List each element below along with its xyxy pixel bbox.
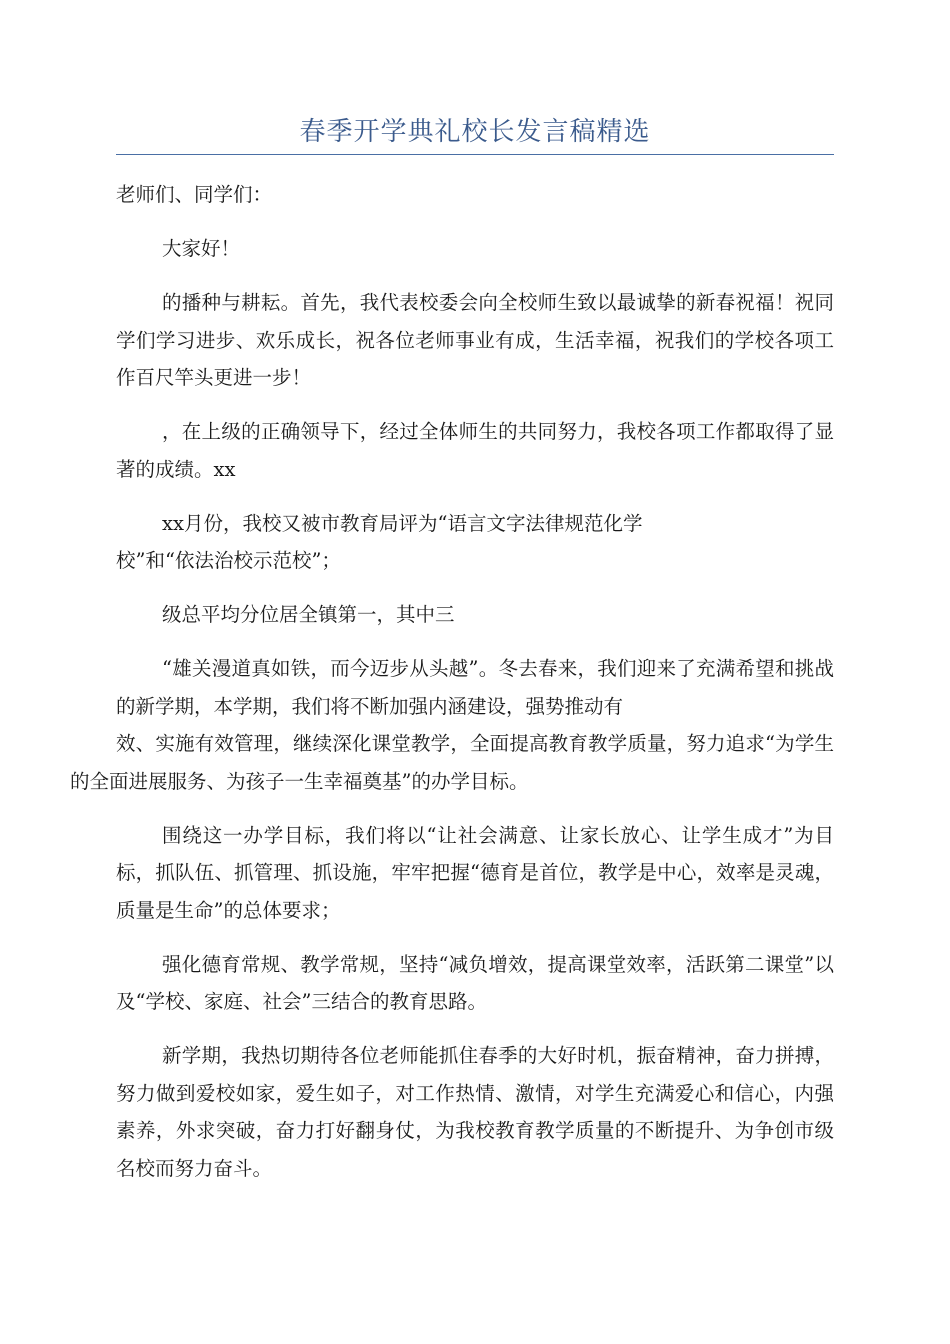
paragraph-greeting: 大家好！ <box>162 237 241 260</box>
paragraph-new-year-wishes: 的播种与耕耘。首先，我代表校委会向全校师生致以最诚挚的新春祝福！祝同学们学习进步、欢乐成长，祝各位老师事业有成，生活幸福，祝我们的学校各项工作百尺竿头更进一步！ <box>116 291 834 389</box>
paragraph-award <box>116 505 834 580</box>
document-title: 春季开学典礼校长发言稿精选 <box>299 117 651 147</box>
paragraph-school-goals: 围绕这一办学目标，我们将以“让社会满意、让家长放心、让学生成才”为目标，抓队伍、抓管理、抓设施，牢牢把握“德育是首位，教学是中心，效率是灵魂，质量是生命”的总体要求； <box>116 823 834 922</box>
title-divider <box>116 154 834 155</box>
paragraph-expectations: 新学期，我热切期待各位老师能抓住春季的大好时机，振奋精神，奋力拼搏，努力做到爱校如家，爱生如子，对工作热情、激情，对学生充满爱心和信心，内强素养，外求突破，奋力打好翻身仗，为我校教育教学质量的不断提升、为争创市级名校而努力奋斗。 <box>116 1044 834 1180</box>
paragraph-award-line-2: 校”和“依法治校示范校”； <box>116 549 341 572</box>
paragraph-new-semester-part-2: 效、实施有效管理，继续深化课堂教学，全面提高教育教学质量，努力追求“为学生的全面进展服务、为孩子一生幸福奠基”的办学目标。 <box>70 732 834 793</box>
paragraph-new-semester-part-1: “雄关漫道真如铁，而今迈步从头越”。冬去春来，我们迎来了充满希望和挑战的新学期，本学期，我们将不断加强内涵建设，强势推动有 <box>116 657 834 718</box>
paragraph-award-line-1: xx月份，我校又被市教育局评为“语言文字法律规范化学 <box>162 511 643 535</box>
salutation: 老师们、同学们： <box>116 183 273 206</box>
paragraph-new-semester <box>70 650 834 800</box>
paragraph-achievements: ，在上级的正确领导下，经过全体师生的共同努力，我校各项工作都取得了显著的成绩。xx <box>116 420 834 481</box>
document-body <box>70 176 834 1204</box>
paragraph-routines: 强化德育常规、教学常规，坚持“减负增效，提高课堂效率，活跃第二课堂”以及“学校、家庭、社会”三结合的教育思路。 <box>116 952 834 1013</box>
paragraph-ranking: 级总平均分位居全镇第一，其中三 <box>162 603 455 626</box>
